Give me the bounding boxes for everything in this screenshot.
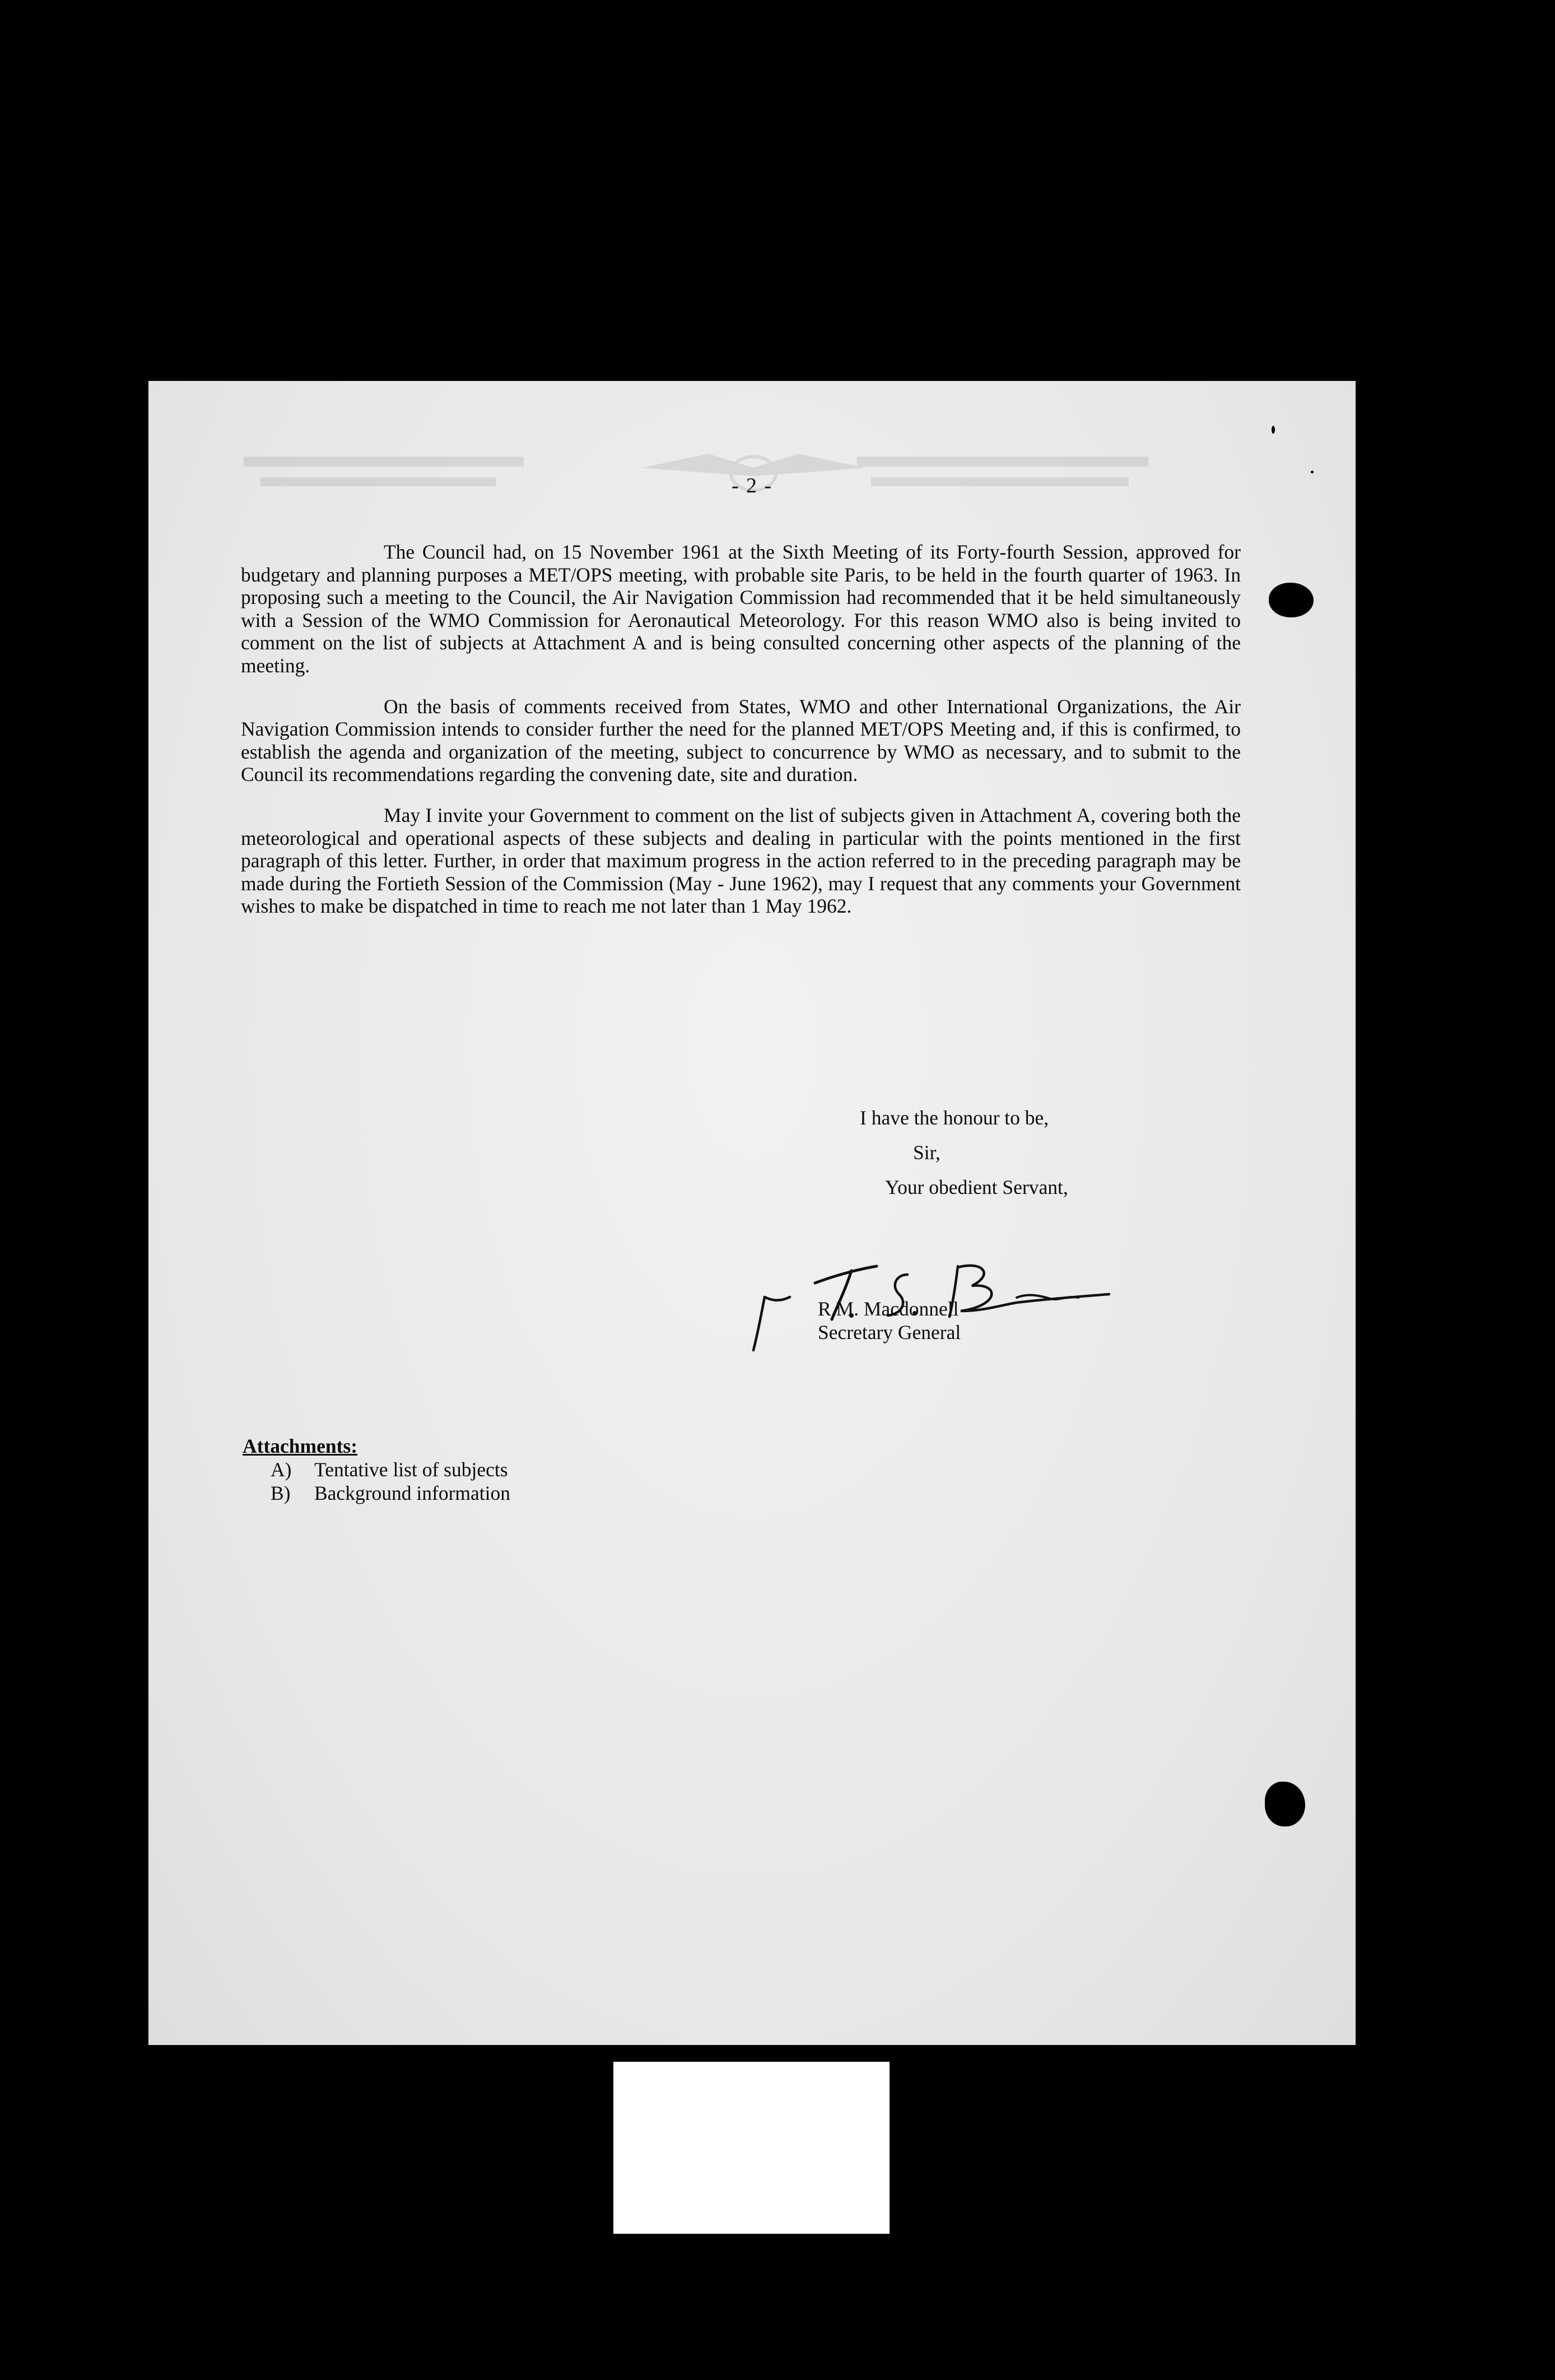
- attachment-item: [243, 1481, 510, 1505]
- attachment-letter: B): [271, 1482, 291, 1504]
- punch-hole-top: [1269, 583, 1314, 617]
- paragraph-3: May I invite your Government to comment on the list of subjects given in Attachment A, covering both the meteorological and operational aspects of these subjects and dealing in particular with the points mentioned in the first paragraph of this letter. Further, in order that maximum progress in the action referred to in the preceding paragraph may be made during the Fortieth Session of the Commission (May - June 1962), may I request that any comments your Government wishes to make be dispatched in time to reach me not later than 1 May 1962.: [241, 803, 1241, 918]
- signer-block: [818, 1297, 961, 1344]
- closing-line-honour: I have the honour to be,: [860, 1107, 1049, 1129]
- signer-title: Secretary General: [818, 1321, 961, 1344]
- document-page: [148, 381, 1356, 2045]
- paragraph-2: On the basis of comments received from States, WMO and other International Organizations, the Air Navigation Commission intends to consider further the need for the planned MET/OPS Meeting and, if this is confirmed, to establish the agenda and organization of the meeting, subject to concurrence by WMO as necessary, and to submit to the Council its recommendations regarding the convening date, site and duration.: [241, 695, 1241, 786]
- signer-name: R.M. Macdonnell: [818, 1298, 959, 1320]
- attachments-list: [243, 1434, 510, 1505]
- paragraph-1: The Council had, on 15 November 1961 at the Sixth Meeting of its Forty-fourth Session, approved for budgetary and planning purposes a MET/OPS meeting, with probable site Paris, to be held in the fourth quarter of 1963. In proposing such a meeting to the Council, the Air Navigation Commission had recommended that it be held simultaneously with a Session of the WMO Commission for Aeronautical Meteorology. For this reason WMO also is being invited to comment on the list of subjects at Attachment A and is being consulted concerning other aspects of the planning of the meeting.: [241, 541, 1241, 677]
- punch-hole-bottom: [1265, 1782, 1305, 1826]
- attachment-letter: A): [271, 1458, 292, 1481]
- attachments-heading: Attachments:: [243, 1435, 358, 1457]
- attachment-text: Tentative list of subjects: [314, 1458, 508, 1481]
- scan-speck: [1272, 426, 1275, 434]
- blank-label-box: [613, 2062, 890, 2234]
- complimentary-close: [793, 1107, 1185, 1211]
- letter-body: [241, 541, 1241, 936]
- page-number: - 2 -: [731, 474, 773, 498]
- closing-line-servant: Your obedient Servant,: [885, 1176, 1068, 1198]
- attachment-text: Background information: [314, 1482, 510, 1504]
- scan-speck: [1311, 471, 1314, 473]
- attachment-item: [243, 1458, 510, 1481]
- closing-line-sir: Sir,: [913, 1141, 941, 1164]
